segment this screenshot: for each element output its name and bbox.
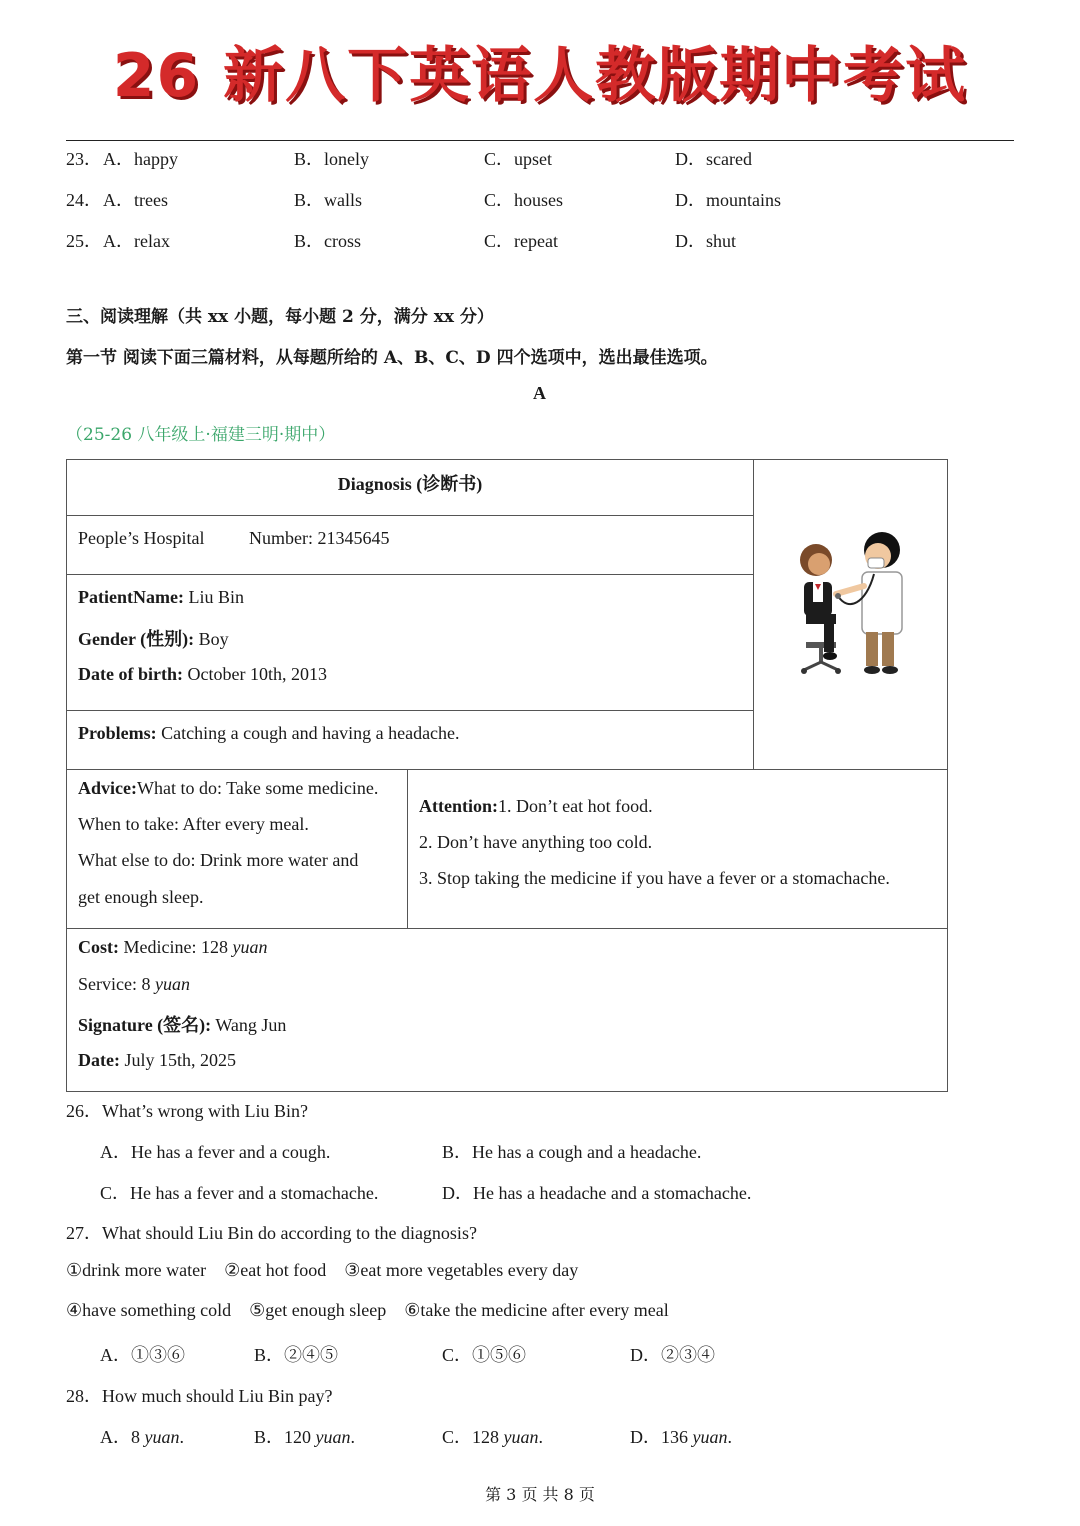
problems-label: Problems: xyxy=(78,723,157,743)
service-value: Service: 8 xyxy=(78,974,155,994)
option-23-d: D．scared xyxy=(675,149,752,169)
q28-d-amount: D．136 xyxy=(630,1427,693,1447)
source-note: （25-26 八年级上·福建三明·期中） xyxy=(66,425,336,445)
option-25-d: D．shut xyxy=(675,231,737,251)
doctor-patient-illustration xyxy=(786,524,914,684)
page-footer: 第 3 页 共 8 页 xyxy=(485,1485,595,1504)
advice-line-4: get enough sleep. xyxy=(78,887,204,907)
row-divider xyxy=(67,515,753,516)
attention-line-1 xyxy=(419,796,653,817)
date-row xyxy=(78,1050,236,1071)
advice-line-1 xyxy=(78,778,378,799)
dob-value: October 10th, 2013 xyxy=(182,664,327,684)
column-divider xyxy=(407,769,408,929)
advice-line-3: What else to do: Drink more water and xyxy=(78,850,359,870)
section-heading: 三、阅读理解（共 xx 小题，每小题 2 分，满分 xx 分） xyxy=(66,307,494,327)
q28-d-period: . xyxy=(727,1427,732,1447)
q28-b-unit: yuan xyxy=(315,1427,351,1447)
q26-stem: 26．What’s wrong with Liu Bin? xyxy=(66,1101,308,1121)
option-24-b: B．walls xyxy=(294,190,363,210)
banner-title: 26 新八下英语人教版期中考试 xyxy=(112,41,968,111)
patient-name-value: Liu Bin xyxy=(183,587,244,607)
row-divider xyxy=(67,574,753,575)
q27-option-a: A．①③⑥ xyxy=(100,1345,185,1365)
advice-text-1: What to do: Take some medicine. xyxy=(136,778,379,798)
column-divider xyxy=(753,460,754,770)
option-25-b: B．cross xyxy=(294,231,361,251)
option-num-25: 25． xyxy=(66,231,102,251)
date-label: Date: xyxy=(78,1050,120,1070)
diagnosis-number: Number: 21345645 xyxy=(249,528,390,548)
gender-label: Gender (性别): xyxy=(78,629,195,649)
q28-option-b xyxy=(254,1423,355,1449)
q28-a-unit: yuan xyxy=(144,1427,180,1447)
q26-option-d: D．He has a headache and a stomachache. xyxy=(442,1183,752,1203)
option-25-c: C．repeat xyxy=(484,231,558,251)
hospital-name: People’s Hospital xyxy=(78,528,205,548)
cost-value: Medicine: 128 xyxy=(119,937,233,957)
cost-row xyxy=(78,937,267,958)
q28-d-unit: yuan xyxy=(692,1427,728,1447)
option-23-c: C．upset xyxy=(484,149,553,169)
attention-text-1: 1. Don’t eat hot food. xyxy=(498,796,653,816)
q28-a-amount: A．8 xyxy=(100,1427,145,1447)
option-23-a: A．happy xyxy=(103,149,178,169)
problems-value: Catching a cough and having a headache. xyxy=(156,723,460,743)
q26-option-a: A．He has a fever and a cough. xyxy=(100,1142,331,1162)
signature-row xyxy=(78,1011,286,1037)
q28-option-d xyxy=(630,1423,732,1449)
problems-row xyxy=(78,723,460,744)
row-divider xyxy=(67,928,947,929)
advice-line-2: When to take: After every meal. xyxy=(78,814,309,834)
signature-label: Signature (签名): xyxy=(78,1015,212,1035)
cost-unit: yuan xyxy=(232,937,268,957)
q28-option-a xyxy=(100,1423,184,1449)
q28-c-period: . xyxy=(538,1427,544,1447)
q28-b-amount: B．120 xyxy=(254,1427,316,1447)
q27-option-d: D．②③④ xyxy=(630,1345,715,1365)
q28-b-period: . xyxy=(350,1427,356,1447)
gender-row xyxy=(78,625,229,651)
option-num-24: 24． xyxy=(66,190,102,210)
diagnosis-title: Diagnosis (诊断书) xyxy=(337,474,483,494)
signature-value: Wang Jun xyxy=(211,1015,287,1035)
attention-line-3: 3. Stop taking the medicine if you have a fever or a stomachache. xyxy=(419,868,890,888)
q26-option-b: B．He has a cough and a headache. xyxy=(442,1142,702,1162)
dob-label: Date of birth: xyxy=(78,664,183,684)
patient-name-row xyxy=(78,587,244,608)
header-rule xyxy=(66,140,1014,141)
q28-c-unit: yuan xyxy=(503,1427,539,1447)
service-row xyxy=(78,974,190,995)
service-unit: yuan xyxy=(154,974,190,994)
gender-value: Boy xyxy=(194,629,229,649)
q26-option-c: C．He has a fever and a stomachache. xyxy=(100,1183,379,1203)
q27-items-line-2: ④have something cold ⑤get enough sleep ⑥take the medicine after every meal xyxy=(66,1300,669,1320)
passage-letter: A xyxy=(533,383,546,403)
q28-stem: 28．How much should Liu Bin pay? xyxy=(66,1386,333,1406)
cost-label: Cost: xyxy=(78,937,119,957)
q27-items-line-1: ①drink more water ②eat hot food ③eat more vegetables every day xyxy=(66,1260,579,1280)
q28-a-period: . xyxy=(179,1427,184,1447)
q27-option-b: B．②④⑤ xyxy=(254,1345,339,1365)
option-25-a: A．relax xyxy=(103,231,170,251)
subsection-heading: 第一节 阅读下面三篇材料，从每题所给的 A、B、C、D 四个选项中，选出最佳选项。 xyxy=(66,348,718,368)
row-divider xyxy=(67,710,753,711)
q28-c-amount: C．128 xyxy=(442,1427,504,1447)
dob-row xyxy=(78,664,327,685)
attention-label: Attention: xyxy=(419,796,498,816)
advice-label: Advice: xyxy=(78,778,137,798)
option-24-c: C．houses xyxy=(484,190,564,210)
attention-line-2: 2. Don’t have anything too cold. xyxy=(419,832,653,852)
q27-option-c: C．①⑤⑥ xyxy=(442,1345,527,1365)
option-24-d: D．mountains xyxy=(675,190,781,210)
patient-name-label: PatientName: xyxy=(78,587,184,607)
q28-option-c xyxy=(442,1423,543,1449)
row-divider xyxy=(67,769,947,770)
option-num-23: 23． xyxy=(66,149,102,169)
date-value: July 15th, 2025 xyxy=(119,1050,236,1070)
q27-stem: 27．What should Liu Bin do according to the diagnosis? xyxy=(66,1223,477,1243)
option-23-b: B．lonely xyxy=(294,149,369,169)
option-24-a: A．trees xyxy=(103,190,168,210)
